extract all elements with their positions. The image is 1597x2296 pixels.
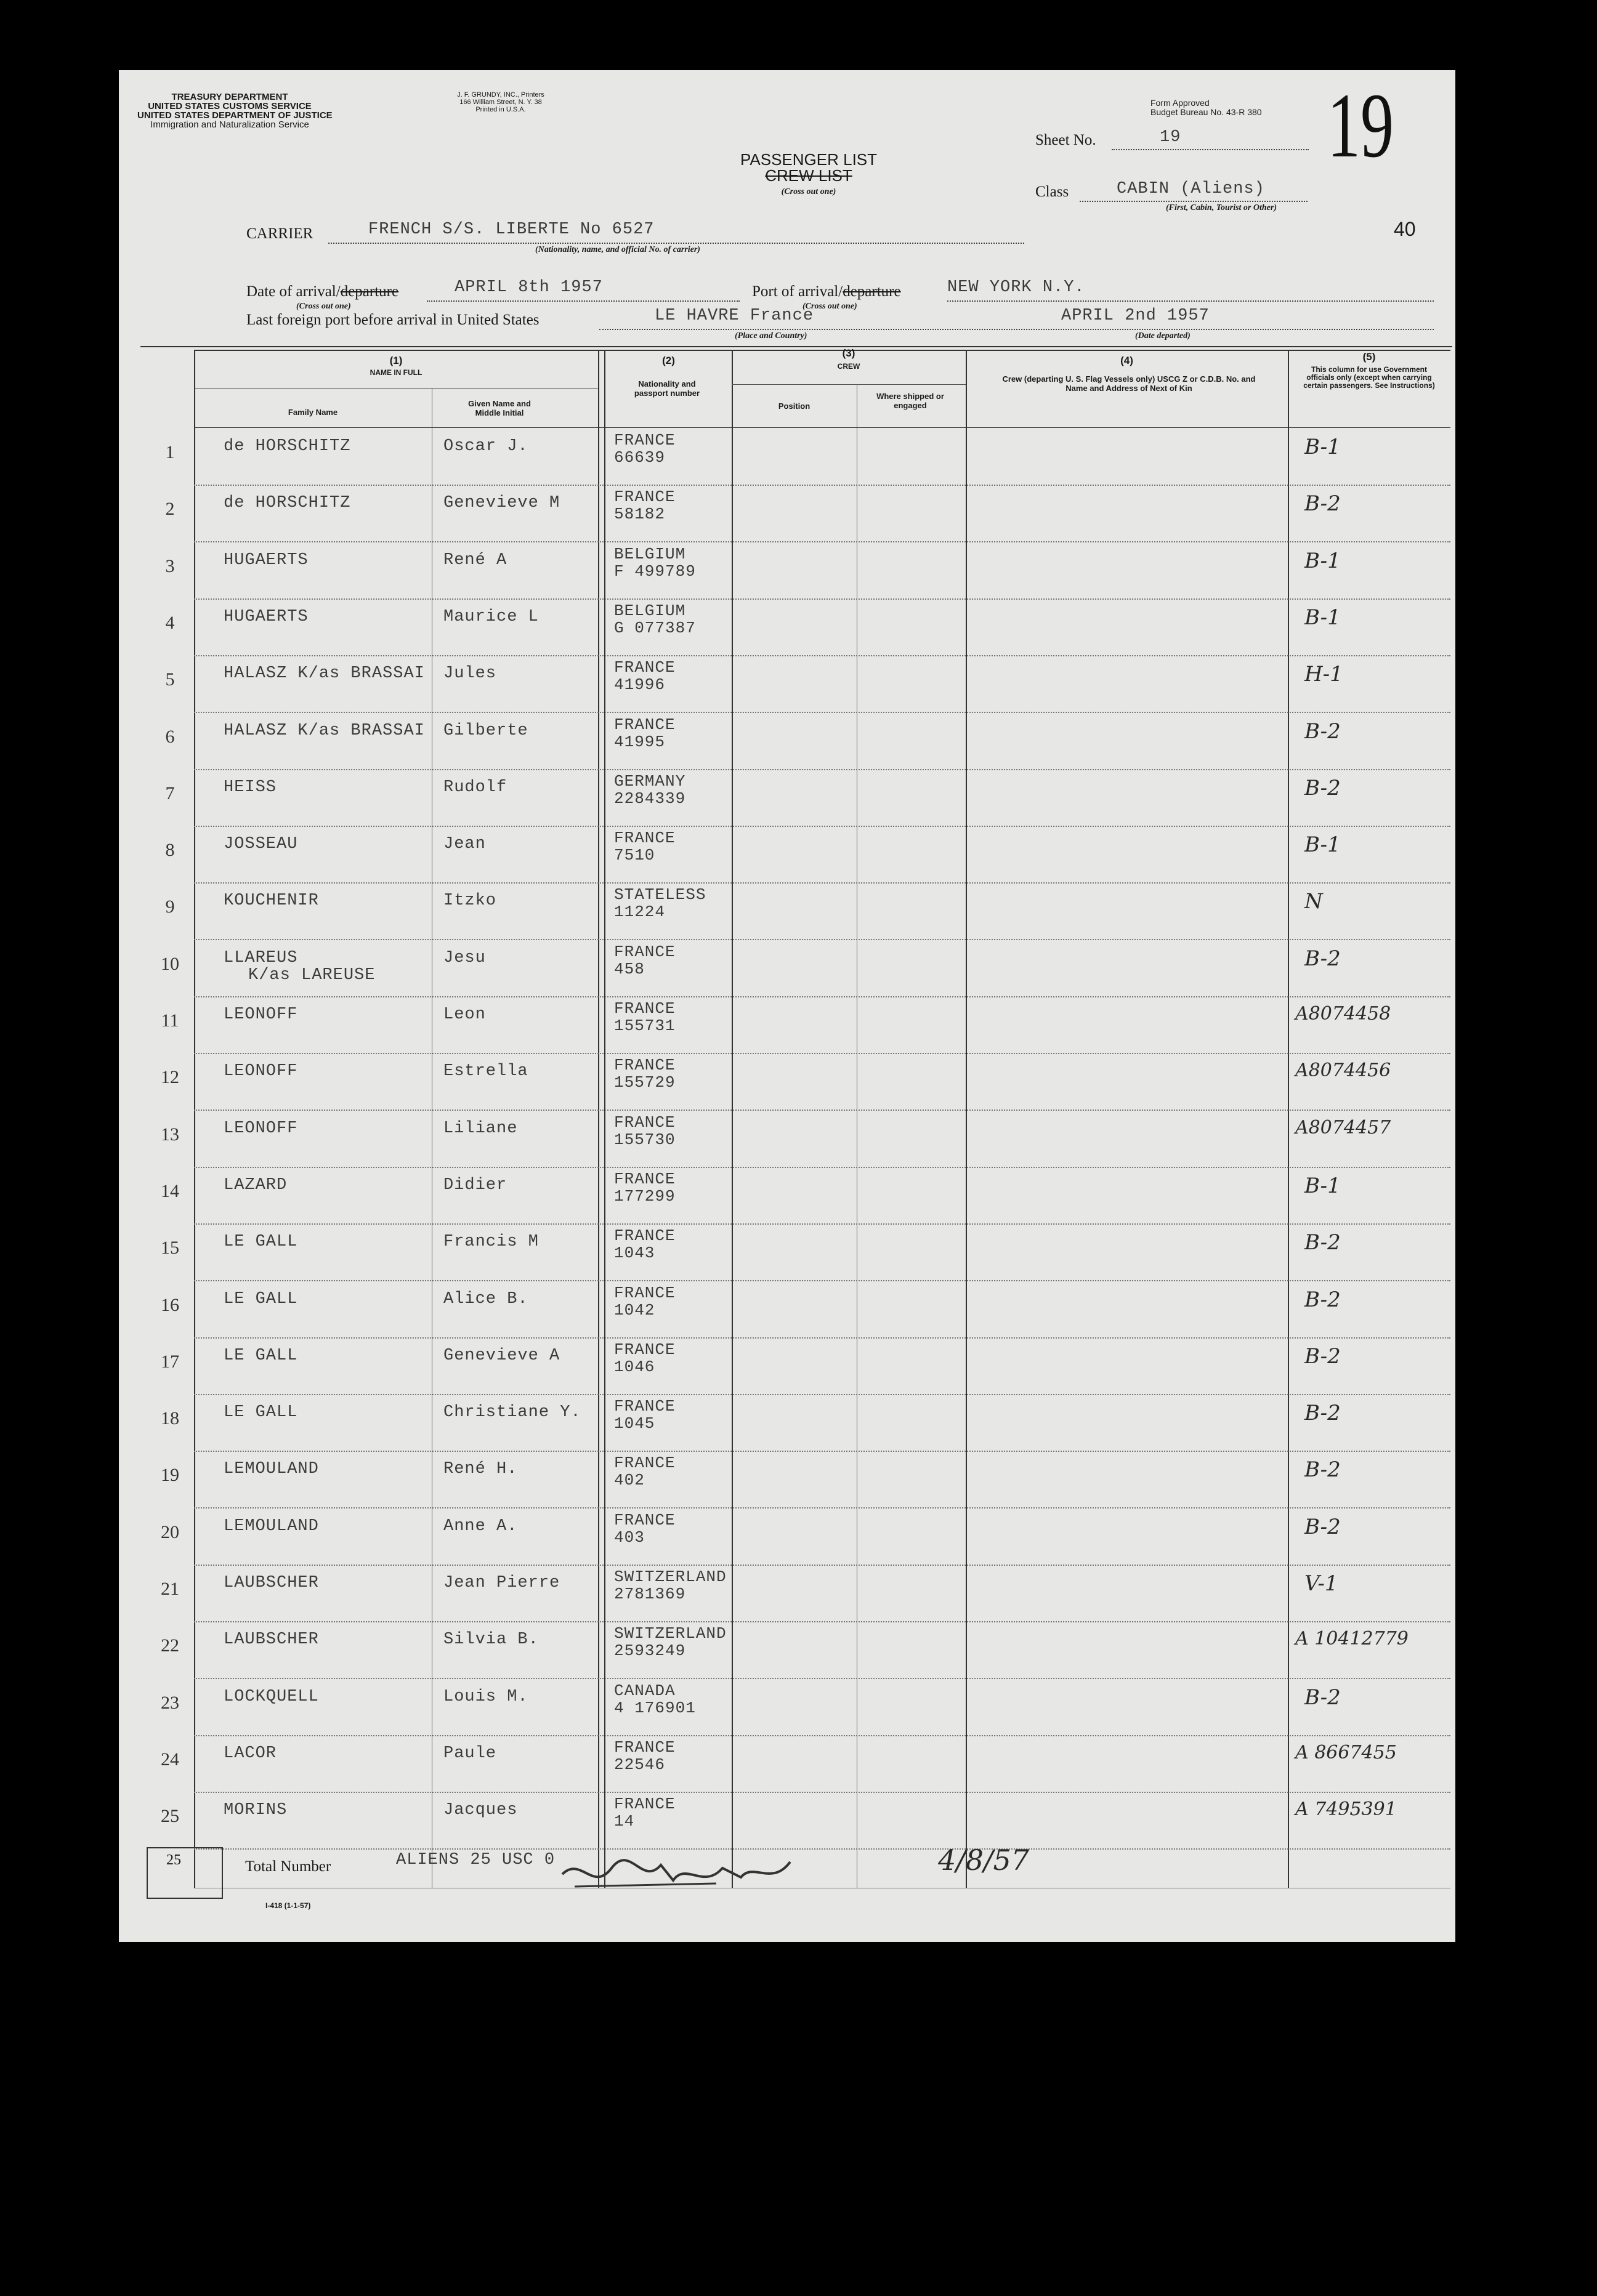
table-row (119, 1053, 1455, 1110)
port-label (752, 283, 901, 300)
row-number: 8 (165, 840, 175, 861)
passport-number: 1045 (614, 1414, 655, 1433)
official-notation: B-2 (1304, 1343, 1341, 1369)
official-notation: B-1 (1304, 548, 1341, 573)
port-label-text: Port of arrival/ (752, 283, 843, 300)
passport-number: 155731 (614, 1017, 676, 1035)
row-number: 25 (161, 1806, 179, 1827)
table-row (119, 656, 1455, 712)
row-number: 17 (161, 1351, 179, 1372)
family-name-alias: K/as LAREUSE (248, 965, 376, 985)
family-name: JOSSEAU (224, 835, 298, 854)
given-name: René A (443, 550, 507, 570)
row-number: 16 (161, 1294, 179, 1315)
given-name: Genevieve A (443, 1346, 560, 1365)
nationality: FRANCE (614, 1227, 676, 1246)
table-row (119, 485, 1455, 542)
passport-number: 7510 (614, 846, 655, 865)
sheet-number: 19 (1160, 128, 1181, 147)
nationality: SWITZERLAND (614, 1624, 727, 1643)
printer-line: 166 William Street, N. Y. 38 (459, 99, 542, 106)
agency-block (137, 92, 333, 130)
table-row (119, 1679, 1455, 1736)
family-name: LEMOULAND (224, 1460, 319, 1479)
port-cross-note: (Cross out one) (803, 302, 857, 311)
given-name: Oscar J. (443, 437, 528, 456)
family-name: LE GALL (224, 1233, 298, 1252)
given-name: Leon (443, 1005, 486, 1024)
date-line (427, 300, 740, 302)
given-name: Alice B. (443, 1289, 528, 1308)
nationality: SWITZERLAND (614, 1568, 727, 1586)
row-number: 2 (165, 499, 175, 520)
table-row (119, 1224, 1455, 1281)
given-name: Genevieve M (443, 494, 560, 513)
given-name: Christiane Y. (443, 1403, 581, 1422)
nationality: BELGIUM (614, 601, 686, 620)
passport-number: F 499789 (614, 562, 696, 581)
row-number: 15 (161, 1238, 179, 1259)
official-notation: B-1 (1304, 1173, 1341, 1198)
date-label-struck: departure (340, 283, 399, 300)
official-notation: A8074458 (1295, 1003, 1391, 1025)
official-notation: B-2 (1304, 1514, 1341, 1539)
departed-date: APRIL 2nd 1957 (1061, 307, 1210, 325)
col4-number: (4) (1120, 355, 1133, 366)
date-cross-note: (Cross out one) (296, 302, 351, 311)
family-name: LACOR (224, 1744, 277, 1763)
passport-number: 2781369 (614, 1585, 686, 1603)
row-number: 4 (165, 612, 175, 633)
given-name: Paule (443, 1744, 497, 1763)
given-name: René H. (443, 1460, 518, 1479)
family-name: LE GALL (224, 1346, 298, 1365)
given-name: Jacques (443, 1801, 518, 1820)
nationality: FRANCE (614, 1340, 676, 1359)
nationality: FRANCE (614, 658, 676, 677)
table-row (119, 1111, 1455, 1167)
passport-number: 458 (614, 959, 645, 978)
col2-title: Nationality and passport number (634, 379, 700, 398)
printer-line: Printed in U.S.A. (475, 106, 526, 113)
row-number: 11 (161, 1010, 179, 1031)
title-crew-list: CREW LIST (765, 166, 852, 185)
sheet-label: Sheet No. (1035, 132, 1096, 148)
passport-number: 403 (614, 1528, 645, 1547)
passport-number: 14 (614, 1812, 635, 1831)
given-name: Anne A. (443, 1517, 518, 1536)
place-hint: (Place and Country) (735, 331, 807, 340)
official-notation: V-1 (1304, 1571, 1338, 1596)
official-notation: A8074456 (1295, 1060, 1391, 1082)
table-row (119, 1736, 1455, 1792)
passport-number: 22546 (614, 1755, 666, 1774)
nationality: FRANCE (614, 1795, 676, 1814)
family-name: LE GALL (224, 1403, 298, 1422)
class-label: Class (1035, 183, 1069, 200)
family-name: KOUCHENIR (224, 892, 319, 911)
official-notation: B-2 (1304, 719, 1341, 744)
row-number: 14 (161, 1180, 179, 1201)
table-row (119, 940, 1455, 997)
row-number: 5 (165, 669, 175, 690)
nationality: FRANCE (614, 999, 676, 1018)
passport-number: 4 176901 (614, 1698, 696, 1717)
passport-number: 1042 (614, 1300, 655, 1319)
passport-number: 155729 (614, 1073, 676, 1092)
big-sheet-number: 19 (1327, 75, 1394, 177)
cross-out-note: (Cross out one) (781, 187, 836, 196)
passport-number: 58182 (614, 505, 666, 524)
family-name: LLAREUS (224, 948, 298, 967)
passport-number: 155730 (614, 1130, 676, 1149)
table-row (119, 599, 1455, 656)
arrival-port: NEW YORK N.Y. (947, 278, 1085, 297)
agency-line: Immigration and Naturalization Service (150, 119, 309, 130)
total-box-value: 25 (166, 1852, 181, 1868)
arrival-date: APRIL 8th 1957 (455, 278, 603, 297)
agency-line: UNITED STATES CUSTOMS SERVICE (148, 101, 312, 111)
col-given-name: Given Name and Middle Initial (468, 399, 531, 417)
row-number: 18 (161, 1408, 179, 1429)
manifest-sheet (119, 70, 1455, 1942)
nationality: FRANCE (614, 1738, 676, 1757)
row-number: 12 (161, 1067, 179, 1088)
nationality: FRANCE (614, 431, 676, 449)
nationality: FRANCE (614, 1113, 676, 1132)
official-notation: B-1 (1304, 435, 1341, 459)
col-family-name: Family Name (288, 408, 338, 417)
passport-number: 1043 (614, 1244, 655, 1263)
table-row (119, 1338, 1455, 1395)
passport-number: 2284339 (614, 789, 686, 808)
family-name: HALASZ K/as BRASSAI (224, 721, 425, 740)
row-number: 24 (161, 1749, 179, 1770)
class-value: CABIN (Aliens) (1117, 180, 1265, 198)
totals-typed: ALIENS 25 USC 0 (396, 1851, 556, 1869)
passport-number: 41996 (614, 675, 666, 695)
passport-number: 1046 (614, 1357, 655, 1376)
family-name: de HORSCHITZ (224, 437, 351, 456)
officer-signature (556, 1843, 815, 1899)
table-row (119, 1167, 1455, 1224)
row-number: 23 (161, 1692, 179, 1713)
signature-date: 4/8/57 (938, 1843, 1030, 1877)
page-mark: 40 (1394, 218, 1416, 240)
row-number: 21 (161, 1579, 179, 1599)
passport-number: 41995 (614, 732, 666, 751)
table-row (119, 1509, 1455, 1565)
official-notation: A 7495391 (1295, 1799, 1397, 1821)
date-label (246, 283, 398, 300)
sheet-line (1112, 149, 1309, 150)
total-label: Total Number (245, 1858, 331, 1875)
nationality: FRANCE (614, 1056, 676, 1075)
given-name: Liliane (443, 1119, 518, 1138)
col3-number: (3) (842, 347, 855, 359)
official-notation: B-2 (1304, 1401, 1341, 1426)
nationality: BELGIUM (614, 544, 686, 563)
given-name: Silvia B. (443, 1630, 539, 1649)
given-name: Estrella (443, 1062, 528, 1081)
nationality: FRANCE (614, 1510, 676, 1529)
nationality: CANADA (614, 1681, 676, 1700)
agency-line: TREASURY DEPARTMENT (171, 92, 288, 102)
family-name: LAZARD (224, 1175, 288, 1194)
given-name: Itzko (443, 892, 497, 911)
family-name: HUGAERTS (224, 607, 309, 626)
col1-number: (1) (389, 355, 403, 366)
official-notation: B-2 (1304, 1230, 1341, 1255)
port-line (947, 300, 1434, 302)
last-port-value: LE HAVRE France (655, 307, 814, 325)
given-name: Jean Pierre (443, 1574, 560, 1592)
form-approved: Form Approved (1150, 98, 1210, 108)
family-name: HEISS (224, 778, 277, 797)
nationality: FRANCE (614, 1283, 676, 1302)
carrier-line (328, 243, 1024, 244)
title-passenger-list: PASSENGER LIST (740, 150, 878, 169)
row-number: 6 (165, 726, 175, 747)
carrier-hint: (Nationality, name, and official No. of carrier) (535, 245, 700, 254)
col-position: Position (778, 401, 811, 411)
family-name: HALASZ K/as BRASSAI (224, 664, 425, 683)
table-row (119, 713, 1455, 770)
nationality: FRANCE (614, 1397, 676, 1416)
table-row (119, 1792, 1455, 1849)
last-port-label: Last foreign port before arrival in United States (246, 312, 540, 328)
family-name: LE GALL (224, 1289, 298, 1308)
printer-block (430, 91, 572, 113)
passport-number: G 077387 (614, 618, 696, 637)
col5-title: This column for use Government officials only (except when carrying certain passengers. See Instructions) (1303, 365, 1435, 390)
passport-number: 11224 (614, 903, 666, 922)
col2-number: (2) (662, 355, 675, 366)
printer-line: J. F. GRUNDY, INC., Printers (457, 91, 544, 99)
budget-bureau: Budget Bureau No. 43-R 380 (1150, 107, 1262, 117)
official-notation: B-1 (1304, 832, 1341, 858)
family-name: MORINS (224, 1801, 288, 1820)
row-number: 13 (161, 1124, 179, 1145)
port-label-struck: departure (843, 283, 901, 300)
family-name: LEONOFF (224, 1005, 298, 1024)
passport-number: 402 (614, 1471, 645, 1490)
agency-line: UNITED STATES DEPARTMENT OF JUSTICE (137, 110, 333, 121)
family-name: LAUBSCHER (224, 1630, 319, 1649)
col3-title: CREW (837, 362, 860, 371)
official-notation: B-2 (1304, 775, 1341, 800)
official-notation: B-2 (1304, 946, 1341, 971)
row-number: 10 (161, 953, 179, 974)
table-row (119, 826, 1455, 883)
date-departed-hint: (Date departed) (1135, 331, 1191, 340)
official-notation: N (1304, 889, 1323, 914)
nationality: FRANCE (614, 715, 676, 734)
header-bottom-rule (194, 427, 1450, 428)
nationality: FRANCE (614, 1454, 676, 1473)
row-number: 9 (165, 896, 175, 917)
table-row (119, 429, 1455, 485)
given-name: Francis M (443, 1233, 539, 1252)
crew-subrule (732, 384, 966, 385)
row-number: 1 (165, 442, 175, 462)
class-hint: (First, Cabin, Tourist or Other) (1166, 203, 1277, 212)
given-name: Gilberte (443, 721, 528, 740)
table-row (119, 883, 1455, 940)
col-where-shipped: Where shipped or engaged (876, 392, 944, 410)
official-notation: B-2 (1304, 1287, 1341, 1312)
given-name: Louis M. (443, 1687, 528, 1706)
passport-number: 2593249 (614, 1641, 686, 1661)
last-port-line (599, 329, 1434, 330)
nationality: FRANCE (614, 942, 676, 961)
official-notation: B-1 (1304, 605, 1341, 630)
nationality: STATELESS (614, 885, 706, 904)
carrier-label: CARRIER (246, 225, 313, 242)
table-row (119, 1395, 1455, 1451)
given-name: Jesu (443, 948, 486, 967)
official-notation: B-2 (1304, 1457, 1341, 1483)
family-name: LEMOULAND (224, 1517, 319, 1536)
row-number: 20 (161, 1521, 179, 1542)
passport-number: 66639 (614, 448, 666, 467)
row-divider (194, 1848, 1450, 1850)
official-notation: A 8667455 (1295, 1741, 1397, 1763)
official-notation: H-1 (1304, 662, 1343, 687)
total-box (147, 1847, 223, 1899)
official-notation: B-2 (1304, 1685, 1341, 1710)
row-number: 3 (165, 555, 175, 576)
date-label-text: Date of arrival/ (246, 283, 341, 300)
given-name: Rudolf (443, 778, 507, 797)
row-number: 22 (161, 1635, 179, 1656)
table-row (119, 542, 1455, 599)
family-name: LEONOFF (224, 1119, 298, 1138)
table-row (119, 770, 1455, 826)
nationality: FRANCE (614, 1169, 676, 1188)
class-line (1080, 201, 1308, 202)
family-name: de HORSCHITZ (224, 494, 351, 513)
official-notation: A 10412779 (1295, 1628, 1409, 1650)
table-row (119, 1451, 1455, 1508)
row-number: 7 (165, 783, 175, 804)
family-name: LAUBSCHER (224, 1574, 319, 1592)
row-number: 19 (161, 1465, 179, 1486)
table-row (119, 1622, 1455, 1678)
given-name: Jean (443, 835, 486, 854)
family-name: LEONOFF (224, 1062, 298, 1081)
official-notation: A8074457 (1295, 1116, 1391, 1138)
nationality: GERMANY (614, 771, 686, 791)
table-row (119, 1281, 1455, 1338)
table-row (119, 997, 1455, 1053)
col1-title: NAME IN FULL (370, 368, 422, 377)
table-top-rule (140, 346, 1452, 347)
nationality: FRANCE (614, 829, 676, 848)
form-number: I-418 (1-1-57) (265, 1901, 311, 1910)
family-name: HUGAERTS (224, 550, 309, 570)
given-name: Didier (443, 1175, 507, 1194)
col5-number: (5) (1362, 351, 1376, 363)
nationality: FRANCE (614, 488, 676, 507)
table-row (119, 1565, 1455, 1622)
col4-title: Crew (departing U. S. Flag Vessels only) USCG Z or C.D.B. No. and Name and Address of Next of Kin (1002, 374, 1256, 393)
given-name: Jules (443, 664, 497, 683)
name-subrule (194, 388, 598, 389)
passport-number: 177299 (614, 1186, 676, 1206)
official-notation: B-2 (1304, 491, 1341, 517)
carrier-value: FRENCH S/S. LIBERTE No 6527 (368, 220, 655, 239)
given-name: Maurice L (443, 607, 539, 626)
family-name: LOCKQUELL (224, 1687, 319, 1706)
